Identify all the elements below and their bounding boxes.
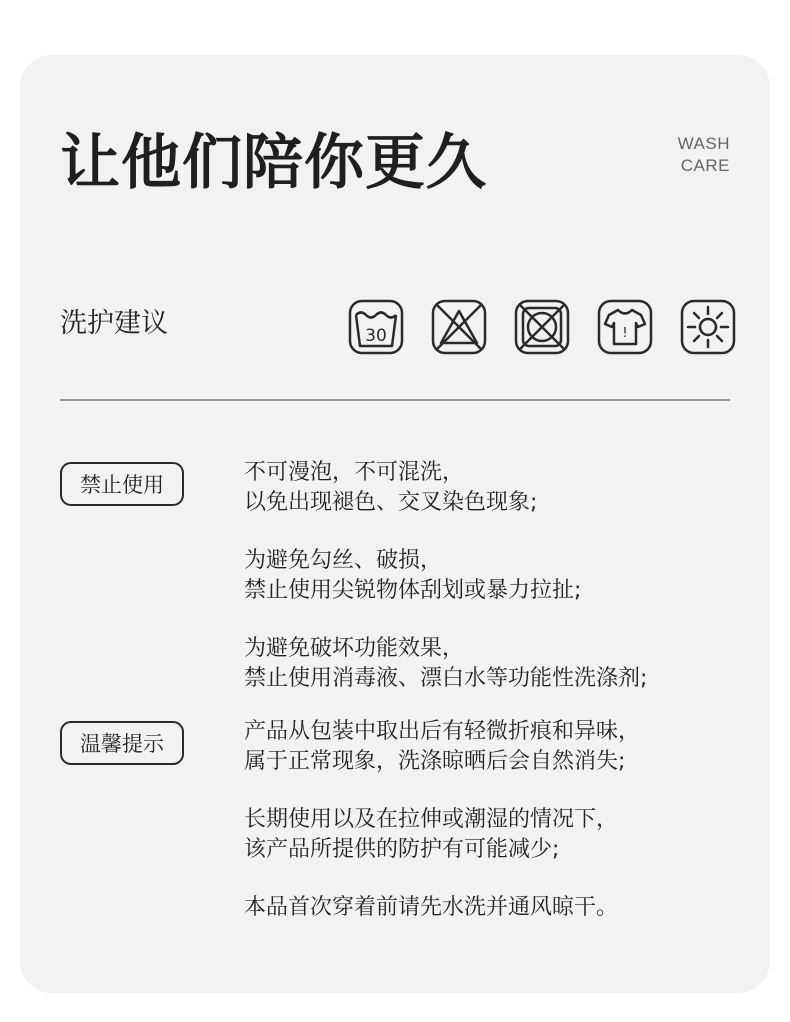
- note-line: 产品从包装中取出后有轻微折痕和异味，: [244, 719, 641, 744]
- dry-in-shade-icon: [680, 299, 736, 355]
- note-paragraph: [244, 717, 744, 777]
- note-line: 不可漫泡，不可混洗，: [244, 460, 465, 485]
- do-not-tumble-dry-icon: [514, 299, 570, 355]
- wash-30-icon: [348, 299, 404, 355]
- note-line: 长期使用以及在拉伸或潮湿的情况下，: [244, 807, 619, 832]
- note-paragraph: [244, 634, 744, 694]
- note-line: 本品首次穿着前请先水洗并通风晾干。: [244, 895, 619, 920]
- note-paragraph: [244, 458, 744, 518]
- note-line: 禁止使用消毒液、漂白水等功能性洗涤剂;: [244, 666, 648, 691]
- svg-text:!: !: [622, 326, 628, 341]
- care-label: CARE: [680, 156, 730, 175]
- note-line: 为避免勾丝、破损，: [244, 548, 443, 573]
- care-advice-heading: 洗护建议: [60, 308, 168, 339]
- wash-care-label: [678, 133, 730, 177]
- note-line: 该产品所提供的防护有可能减少;: [244, 837, 560, 862]
- note-line: 属于正常现象，洗涤晾晒后会自然消失;: [244, 749, 626, 774]
- warm-tips-notes: [244, 717, 744, 951]
- section-divider: [60, 399, 730, 401]
- note-line: 以免出现褪色、交叉染色现象;: [244, 490, 538, 515]
- warm-tips-tag: 温馨提示: [60, 721, 184, 765]
- prohibited-use-tag: 禁止使用: [60, 462, 184, 506]
- note-line: 禁止使用尖锐物体刮划或暴力拉扯;: [244, 578, 582, 603]
- note-paragraph: [244, 805, 744, 865]
- note-paragraph: [244, 546, 744, 606]
- care-icons: [348, 299, 736, 355]
- wash-label: WASH: [677, 134, 730, 153]
- page-title: 让他们陪你更久: [60, 128, 487, 198]
- note-paragraph: [244, 893, 744, 923]
- wash-care-card: [20, 55, 770, 993]
- note-line: 为避免破坏功能效果，: [244, 636, 465, 661]
- wash-temperature-label: 30: [365, 326, 387, 346]
- prohibited-use-notes: [244, 458, 744, 722]
- do-not-bleach-icon: [431, 299, 487, 355]
- shirt-care-icon: [597, 299, 653, 355]
